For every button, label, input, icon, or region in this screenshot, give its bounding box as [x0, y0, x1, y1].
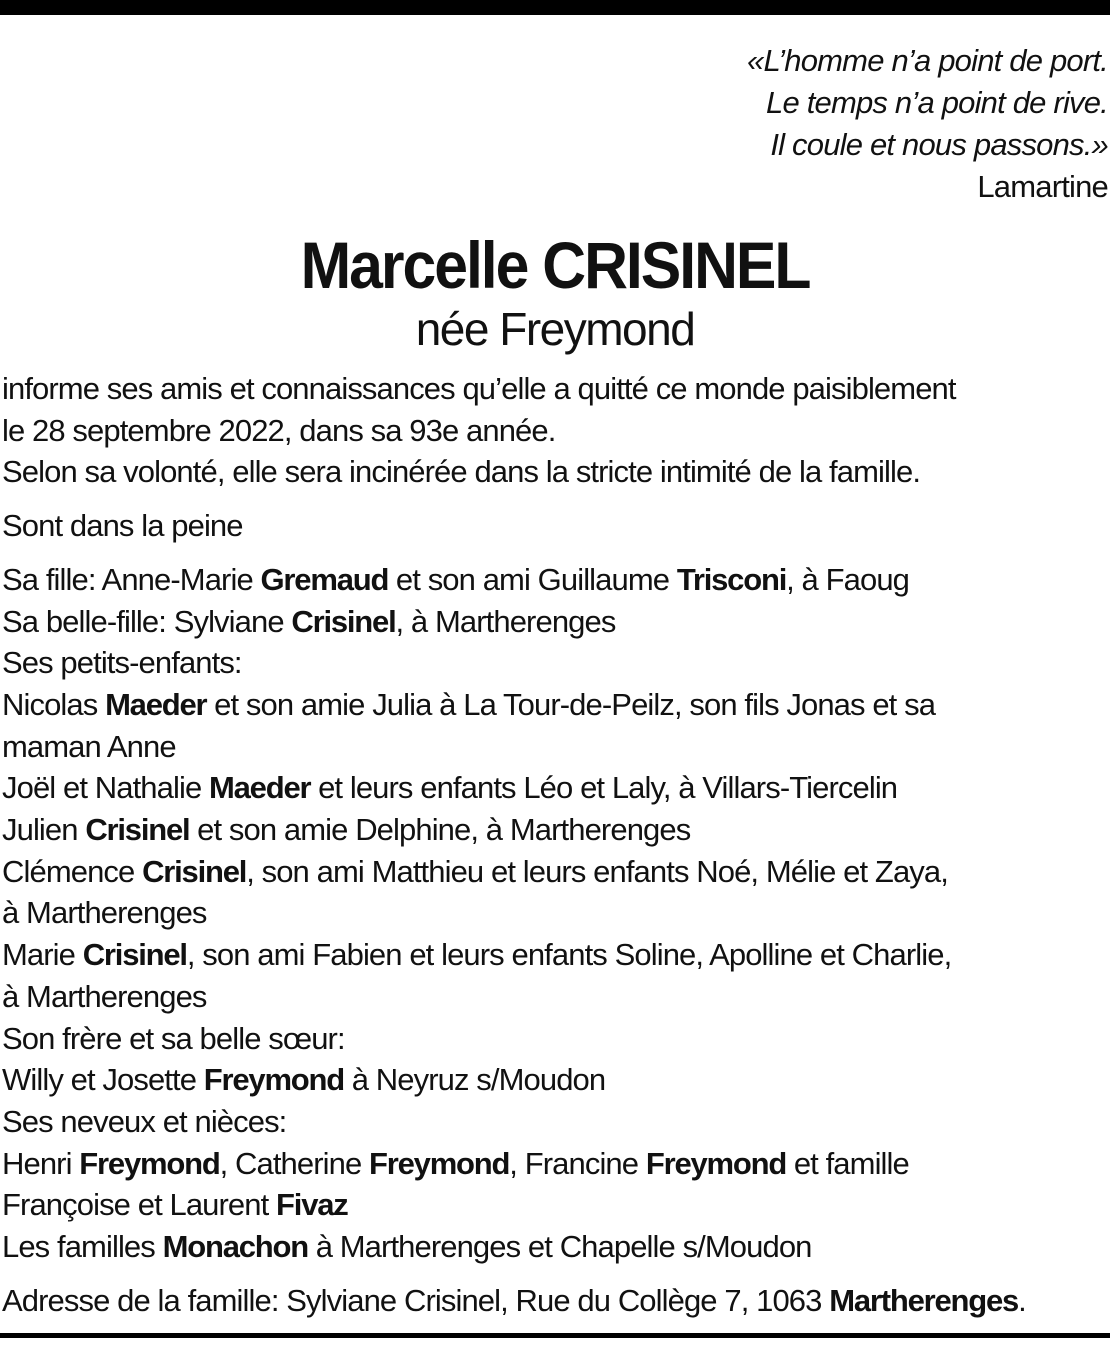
text-segment: Julien — [2, 812, 86, 848]
family-surname: Freymond — [369, 1145, 510, 1181]
text-segment: Willy et Josette — [2, 1062, 204, 1098]
text-segment: , Francine — [509, 1145, 646, 1181]
family-surname: Crisinel — [85, 812, 190, 848]
family-line — [2, 809, 1110, 851]
family-surname: Martherenges — [829, 1282, 1019, 1318]
family-line — [2, 934, 1110, 976]
family-surname: Crisinel — [82, 937, 187, 973]
family-address — [2, 1280, 1110, 1322]
text-segment: Les familles — [2, 1229, 163, 1265]
text-segment: Henri — [2, 1145, 80, 1181]
text-segment: et famille — [786, 1145, 909, 1181]
text-segment: Françoise et Laurent — [2, 1187, 277, 1223]
family-surname: Monachon — [162, 1229, 308, 1265]
text-segment: , à Faoug — [786, 561, 910, 597]
family-surname: Freymond — [645, 1145, 787, 1181]
text-segment: , son ami Fabien et leurs enfants Soline, Apolline et Charlie, — [186, 937, 952, 973]
text-segment: Ses petits-enfants: — [2, 645, 242, 681]
family-line — [2, 1184, 1110, 1226]
text-segment: Marie — [2, 937, 83, 973]
notice-body — [2, 368, 1110, 1321]
text-segment: à Martherenges — [2, 978, 207, 1014]
text-segment: Sa fille: Anne-Marie — [2, 561, 261, 597]
text-segment: et son amie Julia à La Tour-de-Peilz, son fils Jonas et sa — [206, 686, 936, 722]
text-segment: et son ami Guillaume — [388, 561, 677, 597]
family-line — [2, 767, 1110, 809]
text-segment: et son amie Delphine, à Martherenges — [189, 812, 691, 848]
epigraph-line: «L’homme n’a point de port. — [747, 43, 1108, 78]
family-surname: Gremaud — [260, 561, 389, 597]
text-segment: Ses neveux et nièces: — [2, 1103, 287, 1139]
text-segment: Sa belle-fille: Sylviane — [2, 603, 292, 639]
family-line — [2, 892, 1110, 934]
family-line — [2, 642, 1110, 684]
announcement-line: Selon sa volonté, elle sera incinérée dans la stricte intimité de la famille. — [2, 454, 921, 490]
text-segment: Joël et Nathalie — [2, 770, 209, 806]
text-segment: Nicolas — [2, 686, 106, 722]
text-segment: Clémence — [2, 853, 143, 889]
family-list — [2, 559, 1110, 1268]
epigraph-line: Il coule et nous passons.» — [770, 127, 1108, 162]
announcement-line: le 28 septembre 2022, dans sa 93e année. — [2, 412, 556, 448]
family-line — [2, 1101, 1110, 1143]
maiden-name: née Freymond — [415, 303, 695, 355]
epigraph-author: Lamartine — [977, 169, 1108, 204]
family-surname: Freymond — [79, 1145, 220, 1181]
family-line — [2, 1059, 1110, 1101]
text-segment: à Neyruz s/Moudon — [344, 1062, 606, 1098]
text-segment: . — [1018, 1282, 1026, 1318]
family-surname: Crisinel — [142, 853, 247, 889]
text-segment: à Martherenges et Chapelle s/Moudon — [307, 1229, 812, 1265]
family-line — [2, 1226, 1110, 1268]
epigraph-line: Le temps n’a point de rive. — [766, 85, 1108, 120]
family-line — [2, 1143, 1110, 1185]
text-segment: à Martherenges — [2, 895, 207, 931]
family-line — [2, 976, 1110, 1018]
family-line — [2, 851, 1110, 893]
family-line — [2, 601, 1110, 643]
text-segment: Son frère et sa belle sœur: — [2, 1020, 345, 1056]
text-segment: , à Martherenges — [395, 603, 616, 639]
address-line — [2, 1280, 1110, 1322]
family-surname: Trisconi — [676, 561, 787, 597]
mourners-intro: Sont dans la peine — [2, 508, 243, 544]
family-line — [2, 1018, 1110, 1060]
family-surname: Freymond — [203, 1062, 345, 1098]
family-surname: Fivaz — [276, 1187, 348, 1223]
family-surname: Maeder — [209, 770, 311, 806]
deceased-name: Marcelle CRISINEL — [300, 228, 810, 302]
text-segment: , son ami Matthieu et leurs enfants Noé, Mélie et Zaya, — [246, 853, 948, 889]
family-surname: Maeder — [105, 686, 207, 722]
announcement-line: informe ses amis et connaissances qu’elle a quitté ce monde paisiblement — [2, 371, 956, 406]
text-segment: , Catherine — [219, 1145, 370, 1181]
family-line — [2, 684, 1110, 726]
text-segment: et leurs enfants Léo et Laly, à Villars-Tiercelin — [310, 770, 898, 806]
family-line — [2, 726, 1110, 768]
text-segment: Adresse de la famille: Sylviane Crisinel, Rue du Collège 7, 1063 — [2, 1282, 830, 1318]
family-line — [2, 559, 1110, 601]
family-surname: Crisinel — [291, 603, 396, 639]
text-segment: maman Anne — [2, 728, 176, 764]
top-rule — [0, 0, 1110, 15]
bottom-rule — [0, 1333, 1110, 1338]
epigraph — [747, 40, 1108, 208]
